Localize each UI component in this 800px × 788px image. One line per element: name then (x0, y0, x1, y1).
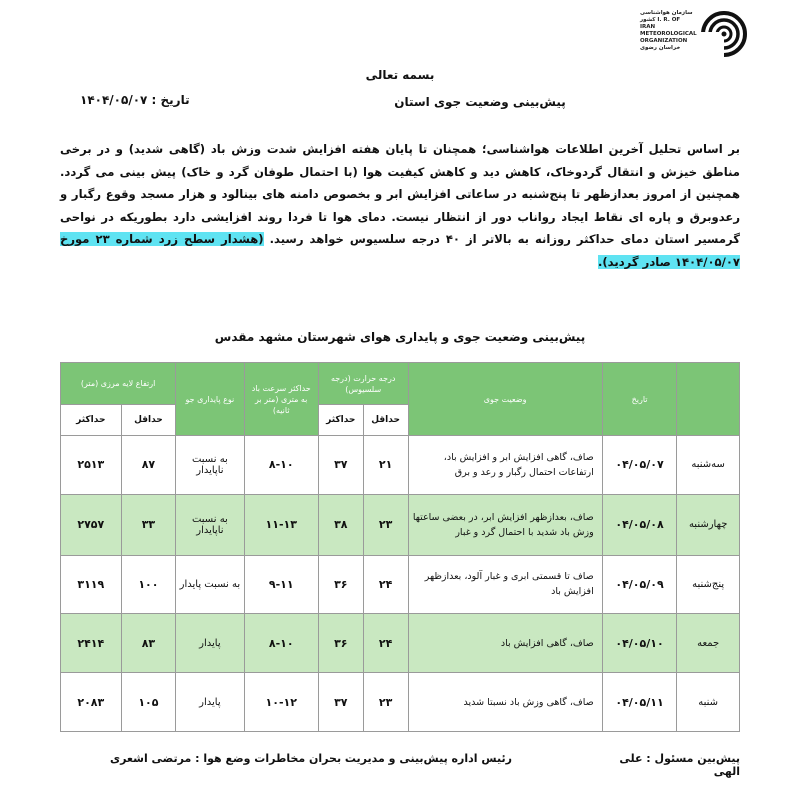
cell-height-min: ۸۳ (121, 614, 176, 673)
cell-condition: صاف، گاهی وزش باد نسبتا شدید (408, 673, 602, 732)
cell-stability: پایدار (176, 614, 244, 673)
cell-height-max: ۲۵۱۳ (61, 436, 122, 495)
cell-height-max: ۲۰۸۳ (61, 673, 122, 732)
table-row (61, 436, 740, 495)
cell-date: ۰۴/۰۵/۰۷ (602, 436, 677, 495)
cell-height-min: ۱۰۵ (121, 673, 176, 732)
header-temperature: درجه حرارت (درجه سلسیوس) (318, 363, 408, 405)
header-height-min: حداقل (121, 405, 176, 436)
cell-condition: صاف، بعدازظهر افزایش ابر، در بعضی ساعتها وزش باد شدید با احتمال گرد و غبار (408, 494, 602, 555)
cell-date: ۰۴/۰۵/۰۸ (602, 494, 677, 555)
cell-height-max: ۳۱۱۹ (61, 555, 122, 614)
cell-day: جمعه (677, 614, 740, 673)
cell-day: چهارشنبه (677, 494, 740, 555)
cell-wind: ۱۱-۱۳ (244, 494, 318, 555)
cell-temp-max: ۳۷ (318, 673, 363, 732)
cell-wind: ۹-۱۱ (244, 555, 318, 614)
cell-stability: پایدار (176, 673, 244, 732)
header-condition: وضعیت جوی (408, 363, 602, 436)
cell-day: سه‌شنبه (677, 436, 740, 495)
table-row (61, 614, 740, 673)
cell-wind: ۱۰-۱۲ (244, 673, 318, 732)
cell-stability: به نسبت ناپایدار (176, 436, 244, 495)
iran-meteorological-organization-logo-icon (700, 10, 748, 58)
cell-temp-min: ۲۳ (363, 673, 408, 732)
table-title: پیش‌بینی وضعیت جوی و پایداری هوای شهرستان مشهد مقدس (214, 330, 586, 344)
forecast-text: بر اساس تحلیل آخرین اطلاعات هواشناسی؛ همچنان تا پایان هفته افزایش شدت وزش باد (گاهی شدید) و در برخی مناطق خیزش و انتقال گردوخاک، کاهش دید و کاهش کیفیت هوا (با احتمال طوفان گرد و خاک) پیش بینی می گردد. همچنین از امروز بعدازظهر تا پنج‌شنبه در ساعاتی افزایش ابر و بخصوص دامنه های بینالود و هزار مسجد وقوع رگبار و رعدوبرق و پاره ای نقاط ایجاد رواناب دور از انتظار نیست. دمای هوا تا فردا روند افزایشی دارد بطوریکه در نواحی گرمسیر استان دمای حداکثر روزانه به بالاتر از ۴۰ درجه سلسیوس خواهد رسید. (60, 142, 740, 246)
table-row (61, 673, 740, 732)
header-boundary-layer: ارتفاع لایه مرزی (متر) (61, 363, 176, 405)
cell-condition: صاف، گاهی افزایش باد (408, 614, 602, 673)
cell-height-min: ۳۳ (121, 494, 176, 555)
header-stability: نوع پایداری جو (176, 363, 244, 436)
cell-wind: ۸-۱۰ (244, 614, 318, 673)
table-row (61, 555, 740, 614)
cell-condition: صاف تا قسمتی ابری و غبار آلود، بعدازظهر افزایش باد (408, 555, 602, 614)
cell-wind: ۸-۱۰ (244, 436, 318, 495)
header-temp-max: حداکثر (318, 405, 363, 436)
cell-temp-max: ۳۶ (318, 555, 363, 614)
cell-height-min: ۸۷ (121, 436, 176, 495)
table-row (61, 494, 740, 555)
cell-day: شنبه (677, 673, 740, 732)
basmala: بسمه تعالی (365, 68, 435, 82)
header-height-max: حداکثر (61, 405, 122, 436)
cell-temp-max: ۳۸ (318, 494, 363, 555)
head-signature: رئیس اداره پیش‌بینی و مدیریت بحران مخاطرات وضع هوا : مرتضی اشعری (110, 752, 512, 765)
forecast-paragraph (60, 138, 740, 273)
forecaster-signature: پیش‌بین مسئول : علی الهی (619, 752, 740, 778)
cell-date: ۰۴/۰۵/۱۰ (602, 614, 677, 673)
cell-height-max: ۲۷۵۷ (61, 494, 122, 555)
cell-temp-min: ۲۴ (363, 555, 408, 614)
yellow-warning-highlight: (هشدار سطح زرد شماره ۲۳ مورخ ۱۴۰۴/۰۵/۰۷ صادر گردید). (60, 232, 740, 269)
page-title: پیش‌بینی وضعیت جوی استان (394, 95, 566, 109)
header-temp-min: حداقل (363, 405, 408, 436)
cell-stability: به نسبت ناپایدار (176, 494, 244, 555)
cell-height-min: ۱۰۰ (121, 555, 176, 614)
cell-temp-min: ۲۳ (363, 494, 408, 555)
document-date: تاریخ : ۱۴۰۴/۰۵/۰۷ (80, 93, 190, 107)
header-date: تاریخ (602, 363, 677, 436)
logo-text: سازمان هواشناسی کشور I. R. OF IRAN METEOROLOGICAL ORGANIZATION خراسان رضوی (640, 10, 697, 51)
cell-day: پنج‌شنبه (677, 555, 740, 614)
header-day (677, 363, 740, 436)
cell-date: ۰۴/۰۵/۱۱ (602, 673, 677, 732)
header-wind: حداکثر سرعت باد به متری (متر بر ثانیه) (244, 363, 318, 436)
cell-date: ۰۴/۰۵/۰۹ (602, 555, 677, 614)
cell-condition: صاف، گاهی افزایش ابر و افزایش باد، ارتفاعات احتمال رگبار و رعد و برق (408, 436, 602, 495)
cell-temp-max: ۳۶ (318, 614, 363, 673)
cell-temp-max: ۳۷ (318, 436, 363, 495)
cell-temp-min: ۲۴ (363, 614, 408, 673)
forecast-table (60, 362, 740, 732)
cell-height-max: ۲۴۱۴ (61, 614, 122, 673)
cell-temp-min: ۲۱ (363, 436, 408, 495)
cell-stability: به نسبت پایدار (176, 555, 244, 614)
